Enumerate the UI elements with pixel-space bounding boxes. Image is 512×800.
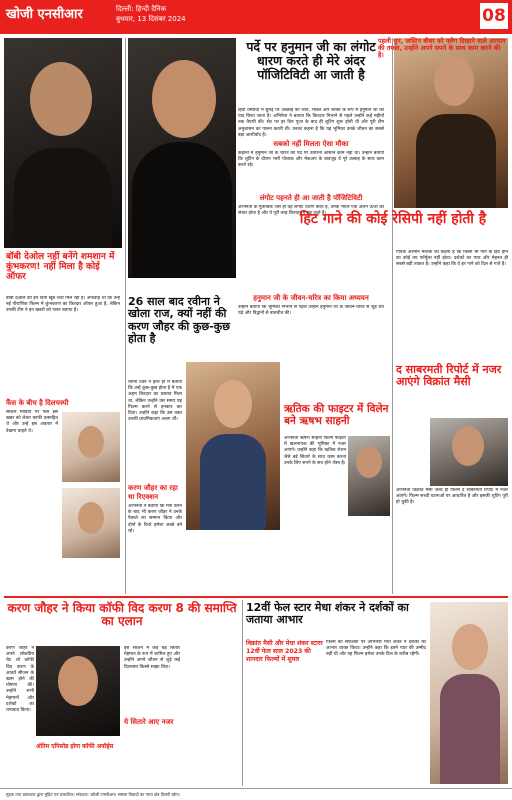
issue-date: बुधवार, 13 दिसंबर 2024 xyxy=(116,15,186,23)
rishabh-headline: ऋतिक की फाइटर में विलेन बने ऋषभ साहनी xyxy=(284,403,389,427)
medha-body: फिल्म की सफलता पर अभिनेत्री मेधा शंकर ने दर्शकों का आभार व्यक्त किया। उन्होंने कहा कि इतने प्यार की उम्मीद नहीं थी और यह फिल्म हमेशा उनके दिल के करीब रहेगी। xyxy=(326,640,426,658)
footer-imprint: मुद्रक तथा प्रकाशक द्वारा मुद्रित एवं प्रकाशित। संपादक: खोजी एनसीआर। समस्त विवादों का न्याय क्षेत्र दिल्ली रहेगा। xyxy=(0,788,512,800)
paper-name: दिल्ली: हिन्दी दैनिक xyxy=(116,5,167,13)
hanuman-body-4: उन्होंने बताया कि भूमिका निभाने से पहले उन्होंने हनुमान जी के जीवन-चरित्र से जुड़े ग्रंथ पढ़े और विद्वानों से बातचीत की। xyxy=(238,305,384,317)
inset-photo-1 xyxy=(62,412,120,482)
bobby-body: बॉबी देओल को इन दिनों खूब चर्चा मिल रही है। अफवाह थी कि उन्हें नई पौराणिक फिल्म में कुंभकरण का किरदार ऑफर हुआ है, लेकिन उनकी टीम ने इन खबरों को गलत बताया है। xyxy=(6,296,120,314)
brand-title: खोजी एनसीआर xyxy=(6,7,83,22)
hanuman-sub-2: लंगोट पहनते ही आ जाती है पॉजिटिविटी xyxy=(259,194,363,202)
hanuman-body: हिंदी धर्मग्रंथों में बुराई पर अच्छाई की जीत, भक्ति और शक्ति के रूप में हनुमान जी को याद किया जाता है। अभिनेता ने बताया कि किरदार निभाने से पहले उन्होंने कई महीनों तक तैयारी की। सेट पर हर दिन पूजा के बाद ही शूटिंग शुरू होती थी और पूरी टीम अनुशासन का पालन करती थी। उनका कहना है कि यह भूमिका उनके जीवन का सबसे बड़ा आशीर्वाद है। xyxy=(238,108,384,138)
armaan-headline: हिट गाने की कोई रेसिपी नहीं होती है xyxy=(299,211,487,227)
bobby-headline: बॉबी देओल नहीं बनेंगे शमशान में कुंभकरण! नहीं मिला है कोई ऑफर xyxy=(6,252,115,283)
raveena-headline: 26 साल बाद रवीना ने खोला राज, क्यों नहीं की करण जौहर की कुछ-कुछ होता है xyxy=(128,295,230,345)
inset-photo-2 xyxy=(62,488,120,558)
karan-subhead-2: अंतिम एपिसोड होगा कॉफी अवॉर्ड्स xyxy=(36,743,114,750)
karan-subhead: ये सितारे आए नजर xyxy=(124,718,174,726)
masthead xyxy=(0,0,512,34)
rishabh-body: अभिनेता ऋषभ साहनी फिल्म फाइटर में खलनायक की भूमिका में नजर आएंगे। उन्होंने कहा कि ऋतिक रोशन जैसे बड़े सितारे के साथ काम करना उनके लिए सपने के सच होने जैसा है। xyxy=(284,436,346,466)
rishabh-photo xyxy=(348,436,390,516)
armaan-photo xyxy=(394,38,508,208)
hanuman-headline: पर्दे पर हनुमान जी का लंगोट धारण करते ही मेरे अंदर पॉजिटिविटी आ जाती है xyxy=(246,39,376,82)
karan-body: करण जौहर ने अपने लोकप्रिय चैट शो कॉफी विद करण के आठवें सीजन के खत्म होने की घोषणा की। उन्होंने सभी मेहमानों और दर्शकों का धन्यवाद किया। xyxy=(6,646,34,714)
bobby-body-2: सोशल मीडिया पर फैंस इस खबर को लेकर काफी उत्साहित थे और उन्हें इस अवतार में देखना चाहते थे। xyxy=(6,410,58,434)
hanuman-body-2: कहानी में हनुमान जी के चरित्र को पर्दे पर उतारना आसान काम नहीं था। उन्होंने बताया कि शूटिंग के दौरान भारी पोशाक और मेकअप के बावजूद वे पूरे उत्साह के साथ काम करते रहे। xyxy=(238,151,384,169)
armaan-body: गायक अरमान मलिक का कहना है कि किसी भी गाने के हिट होने का कोई तय फॉर्मूला नहीं होता। दर्शकों का प्यार और मेहनत ही सबसे बड़ी ताकत है। उन्होंने कहा कि वे हर गाने को दिल से गाते हैं। xyxy=(396,250,508,268)
actor-photo xyxy=(128,38,236,278)
dateline xyxy=(116,4,186,24)
karan-photo xyxy=(36,646,120,736)
hanuman-body-3: अभिनेता के मुताबिक जैसे ही वह लंगोट धारण करते हैं, उनके भीतर एक अलग ऊर्जा का संचार होता है और वे पूरी तरह किरदार में डूब जाते हैं। xyxy=(238,205,384,217)
vikrant-headline: द साबरमती रिपोर्ट में नजर आएंगे विक्रांत मैसी xyxy=(396,363,502,389)
medha-headline: 12वीं फेल स्टार मेधा शंकर ने दर्शकों का जताया आभार xyxy=(246,601,409,627)
bobby-subhead: फैंस के बीच है दिलचस्पी xyxy=(6,399,69,407)
raveena-subhead: करण जौहर का रहा था रिएक्शन xyxy=(128,484,178,501)
karan-body-extra: इस सीजन में कई बड़े सितारे मेहमान के रूप में शामिल हुए और उन्होंने अपने जीवन से जुड़े कई दिलचस्प किस्से साझा किए। xyxy=(124,646,180,670)
hanuman-sub-1: सबको नहीं मिलता ऐसा मौका xyxy=(273,140,349,148)
bobby-photo xyxy=(4,38,122,248)
armaan-intro: पहली धुन, जस्टिन बीबर को फ्लैग दिखाने वाले अरमान की तमन्ना, उन्होंने अपने सपने के साथ काम करने की है। xyxy=(378,37,506,60)
karan-headline: करण जौहर ने किया कॉफी विद करण 8 की समाप्ति का एलान xyxy=(7,601,237,629)
raveena-body-2: अभिनेत्री ने बताया कि मना करने के बाद भी करण जौहर ने उनके फैसले का सम्मान किया और दोनों के रिश्ते हमेशा अच्छे बने रहे। xyxy=(128,504,182,534)
vikrant-photo xyxy=(430,418,508,486)
vikrant-body: अभिनेता विक्रांत मैसी जल्द ही फिल्म द साबरमती रिपोर्ट में नजर आएंगे। फिल्म सच्ची घटनाओं पर आधारित है और इसकी शूटिंग पूरी हो चुकी है। xyxy=(396,488,508,506)
raveena-body: रवीना टंडन ने हाल ही में बताया कि उन्हें कुछ-कुछ होता है में एक अहम किरदार का प्रस्ताव मिला था, लेकिन उन्होंने उस समय यह फिल्म करने से इनकार कर दिया। उन्होंने कहा कि उस वक्त उनकी प्राथमिकताएं अलग थीं। xyxy=(128,380,182,423)
raveena-photo xyxy=(186,362,280,530)
medha-subhead: विक्रांत मैसी और मेधा शंकर स्टारर 12वीं फेल साल 2023 की शानदार फिल्मों में शुमार xyxy=(246,640,323,663)
medha-photo xyxy=(430,602,508,784)
page-number: 08 xyxy=(480,3,508,29)
hanuman-sub-3: हनुमान जी के जीवन-चरित्र का किया अध्ययन xyxy=(253,294,369,302)
